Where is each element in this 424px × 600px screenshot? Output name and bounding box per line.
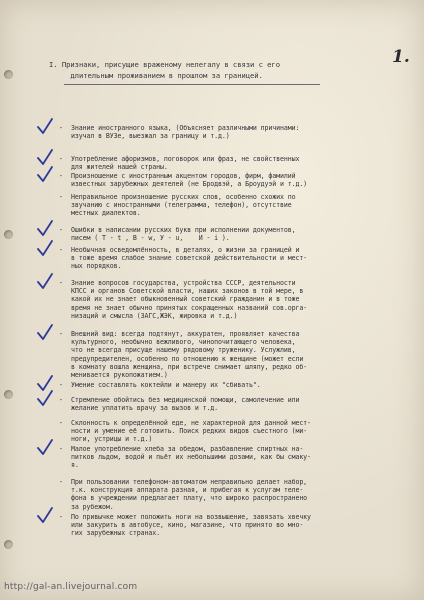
list-bullet: - (58, 124, 64, 132)
handwritten-check-icon (36, 273, 54, 291)
handwritten-check-icon (36, 118, 54, 136)
list-bullet: - (58, 513, 64, 521)
handwritten-check-icon (36, 166, 54, 184)
list-bullet: - (58, 279, 64, 287)
list-item: Малое употребление хлеба за обедом, разбавление спиртных на- питков льдом, водой и пьёт их небольшими дозами, как бы смаку- я. (71, 445, 311, 470)
handwritten-check-icon (36, 507, 54, 525)
list-bullet: - (58, 445, 64, 453)
binder-hole (4, 70, 13, 79)
handwritten-check-icon (36, 324, 54, 342)
heading-underline (64, 84, 320, 85)
list-bullet: - (58, 381, 64, 389)
list-bullet: - (58, 478, 64, 486)
page-number: 1. (392, 47, 410, 67)
binder-hole (4, 230, 13, 239)
handwritten-check-icon (36, 390, 54, 408)
list-bullet: - (58, 330, 64, 338)
handwritten-check-icon (36, 439, 54, 457)
list-item: Знание вопросов государства, устройства СССР, деятельности КПСС и органов Советской власти, наших законов в той мере, в какой их не знает обыкновенный советский гражданин и в тоже время не знает обычно принятых сокращенных названий сов.орга- низаций и смысла (ЗАГС,ЖЭК, жировка и т.д.) (71, 279, 308, 320)
list-item: Склонность к определённой еде, не характерной для данной мест- ности и умение её готовить. Поиск редких видов съестного (ми- ноги, устрицы и т.д.) (71, 419, 311, 444)
list-item: Употребление афоризмов, поговорок или фраз, не свойственных для жителей нашей страны. (71, 155, 300, 172)
section-heading: I. Признаки, присущие враженому нелегалу в связи с его длительным проживанием в прошлом за границей. (49, 60, 280, 80)
handwritten-check-icon (36, 240, 54, 258)
binder-hole (4, 540, 13, 549)
list-item: Неправильное произношение русских слов, особенно схожих по звучанию с иностранными (телеграмма, телефон), отсутствие местных диалектов. (71, 193, 296, 218)
list-bullet: - (58, 193, 64, 201)
list-item: Стремление обойтись без медицинской помощи, самолечение или желание уплатить врачу за вызов и т.д. (71, 396, 300, 413)
handwritten-check-icon (36, 220, 54, 238)
list-item: Знание иностранного языка, (Объясняет различными причинами: изучал в ВУЗе, выезжал за границу и т.д.) (71, 124, 300, 141)
list-item: При пользовании телефоном-автоматом неправильно делает набор, т.к. конструкция аппарата разная, и прибегая к услугам теле- фона в учреждении предлагает плату, что широко распространено за рубежом. (71, 478, 308, 511)
list-item: Умение составлять коктейли и манеру их "сбивать". (71, 381, 261, 389)
watermark: http://gal-an.livejournal.com (4, 582, 138, 592)
list-bullet: - (58, 246, 64, 254)
list-bullet: - (58, 172, 64, 180)
handwritten-check-icon (36, 149, 54, 167)
list-item: Внешний вид: всегда подтянут, аккуратен, проявляет качества культурного, необычно вежливого, чинопочитающего человека, что не всегда присуще нашему рядовому труженику. Услужлив, предупредителен, особенно по отношению к женщине (может если в комнату вошла женщина, при встрече снимает шляпу, редко об- менивается рукопожатием.) (71, 330, 308, 380)
list-bullet: - (58, 226, 64, 234)
list-bullet: - (58, 419, 64, 427)
list-item: Произношение с иностранным акцентом городов, фирм, фамилий известных зарубежных деятелей (не Бродвэй, а Броудуэй и т.д.) (71, 172, 308, 189)
list-item: Необычная осведомлённость, в деталях, о жизни за границей и в тоже время слабое знание советской действительности и мест- ных порядков. (71, 246, 308, 271)
list-bullet: - (58, 155, 64, 163)
list-item: По привычке может положить ноги на возвышение, завязать хвечку или закурить в автобусе, кино, магазине, что принято во мно- гих зарубежных странах. (71, 513, 311, 538)
binder-holes (4, 0, 16, 600)
binder-hole (4, 390, 13, 399)
list-item: Ошибки в написании русских букв при исполнении документов, писем ( Т - t , В - w, У - u, И - i ). (71, 226, 296, 243)
list-bullet: - (58, 396, 64, 404)
